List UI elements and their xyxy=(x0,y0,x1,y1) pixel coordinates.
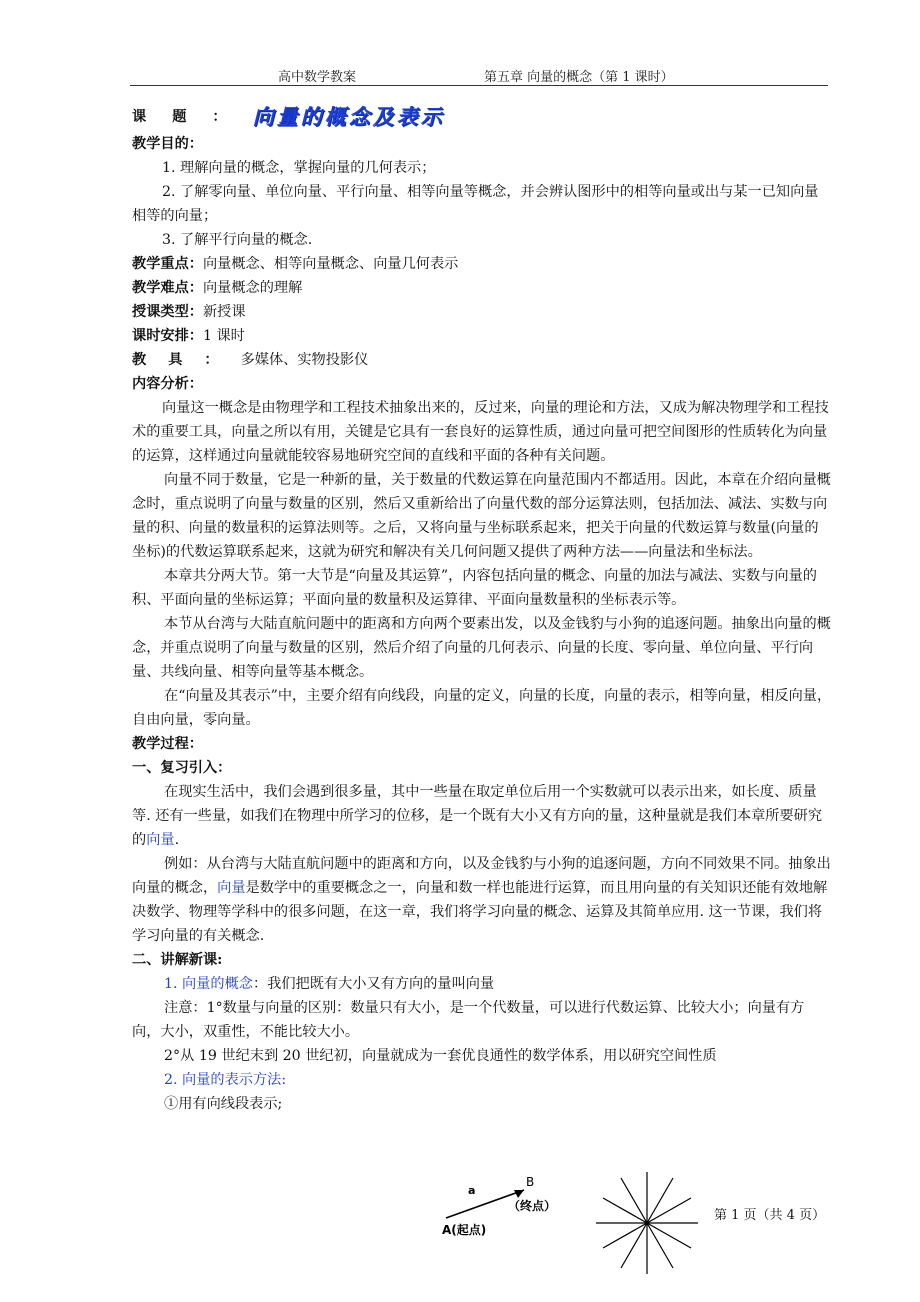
lesson-title: 向量的概念及表示 xyxy=(252,104,445,129)
start-point-label: A(起点) xyxy=(442,1223,487,1237)
analysis-paragraph: 向量这一概念是由物理学和工程技术抽象出来的，反过来，向量的理论和方法，又成为解决物理学和工程技术的重要工具，向量之所以有用，关键是它具有一套良好的运算性质，通过向量可把空间图形的性质转化为向量的运算，这样通过向量就能较容易地研究空间的直线和平面的各种有关问题。 xyxy=(132,400,829,464)
arrow-head-icon xyxy=(514,1190,524,1198)
page-header xyxy=(0,62,920,86)
meta-label: 教学难点： xyxy=(132,280,203,296)
objectives-heading: 教学目的： xyxy=(132,136,203,152)
directed-segment-figure xyxy=(440,1172,580,1242)
page-footer: 第 1 页（共 4 页） xyxy=(714,1208,826,1223)
note-2: 2°从 19 世纪末到 20 世纪初，向量就成为一套优良通性的数学体系，用以研究空间性质 xyxy=(164,1048,717,1064)
meta-label: 教具： xyxy=(132,352,241,368)
note-1: 注意：1°数量与向量的区别：数量只有大小，是一个代数量，可以进行代数运算、比较大小；向量有方向，大小，双重性，不能比较大小。 xyxy=(132,1000,805,1040)
meta-value: 向量概念的理解 xyxy=(202,280,303,296)
meta-row-focus xyxy=(132,252,832,276)
review-heading: 一、复习引入： xyxy=(132,760,232,776)
concept-text: ：我们把既有大小又有方向的量叫向量 xyxy=(252,976,495,992)
meta-row-type xyxy=(132,300,832,324)
meta-label: 教学重点： xyxy=(132,256,203,272)
representation-item: ①用有向线段表示; xyxy=(164,1096,283,1112)
end-point-label: （终点） xyxy=(508,1199,557,1213)
vector-link[interactable]: 向量 xyxy=(217,880,246,896)
point-label-b: B xyxy=(526,1175,535,1189)
review-text-end: . xyxy=(174,832,180,848)
meta-value: 多媒体、实物投影仪 xyxy=(240,352,369,368)
review-text: 例如：从台湾与大陆直航问题中的距离和方向，以及金钱豹与小狗的追逐问题，方向不同效果不同。抽象出向量的概念， xyxy=(132,856,831,896)
radial-vectors-figure xyxy=(592,1168,702,1278)
objective-item: 1. 理解向量的概念，掌握向量的几何表示； xyxy=(162,160,436,176)
radial-vectors-diagram xyxy=(592,1168,702,1278)
document-body xyxy=(132,100,832,1116)
meta-value: 1 课时 xyxy=(202,328,245,344)
meta-label: 课时安排： xyxy=(132,328,203,344)
meta-row-difficulty xyxy=(132,276,832,300)
vector-concept-link[interactable]: 1. 向量的概念 xyxy=(164,976,253,992)
objective-item: 2. 了解零向量、单位向量、平行向量、相等向量等概念，并会辨认图形中的相等向量或出与某一已知向量相等的向量； xyxy=(132,184,819,224)
directed-segment-diagram xyxy=(440,1172,580,1242)
analysis-paragraph: 本章共分两大节。第一大节是“向量及其运算”，内容包括向量的概念、向量的加法与减法、实数与向量的积、平面向量的坐标运算；平面向量的数量积及运算律、平面向量数量积的坐标表示等。 xyxy=(132,568,817,608)
meta-value: 新授课 xyxy=(202,304,246,320)
meta-row-tools xyxy=(132,348,832,372)
analysis-paragraph: 在“向量及其表示”中，主要介绍有向线段，向量的定义，向量的长度，向量的表示，相等向量，相反向量，自由向量，零向量。 xyxy=(132,688,832,728)
meta-row-schedule xyxy=(132,324,832,348)
vector-representation-link[interactable]: 2. 向量的表示方法: xyxy=(164,1072,287,1088)
vector-link[interactable]: 向量 xyxy=(146,832,175,848)
representation-line xyxy=(132,1068,832,1092)
vector-label-a: a xyxy=(468,1184,476,1197)
header-chapter: 第五章 向量的概念（第 1 课时） xyxy=(484,70,674,85)
analysis-paragraph: 本节从台湾与大陆直航问题中的距离和方向两个要素出发，以及金钱豹与小狗的追逐问题。抽象出向量的概念，并重点说明了向量与数量的区别，然后介绍了向量的几何表示、向量的长度、零向量、单位向量、平行向量、共线向量、相等向量等基本概念。 xyxy=(132,616,831,680)
header-rule xyxy=(130,85,828,86)
analysis-paragraph: 向量不同于数量，它是一种新的量，关于数量的代数运算在向量范围内不都适用。因此，本章在介绍向量概念时，重点说明了向量与数量的区别，然后又重新给出了向量代数的部分运算法则，包括加法、减法、实数与向量的积、向量的数量积的运算法则等。之后，又将向量与坐标联系起来，把关于向量的代数运算与数量(向量的坐标)的代数运算联系起来，这就为研究和解决有关几何问题又提供了两种方法——向量法和坐标法。 xyxy=(132,472,831,560)
lesson-title-row xyxy=(132,100,832,132)
new-lesson-heading: 二、讲解新课: xyxy=(132,952,223,968)
analysis-heading: 内容分析： xyxy=(132,376,203,392)
meta-label: 授课类型： xyxy=(132,304,203,320)
process-heading: 教学过程： xyxy=(132,736,203,752)
review-paragraph xyxy=(132,780,832,852)
header-subject: 高中数学教案 xyxy=(278,70,357,85)
review-paragraph xyxy=(132,852,832,948)
objective-item: 3. 了解平行向量的概念. xyxy=(162,232,313,248)
radial-rays xyxy=(596,1172,698,1274)
concept-line xyxy=(132,972,832,996)
review-text-end: 是数学中的重要概念之一，向量和数一样也能进行运算，而且用向量的有关知识还能有效地解决数学、物理等学科中的很多问题，在这一章，我们将学习向量的概念、运算及其简单应用. 这一节课，我们将学习向量的有关概念. xyxy=(132,880,828,944)
review-text: 在现实生活中，我们会遇到很多量，其中一些量在取定单位后用一个实数就可以表示出来，如长度、质量等. 还有一些量，如我们在物理中所学习的位移，是一个既有大小又有方向的量，这种量就是我们本章所要研究的 xyxy=(132,784,823,848)
title-label: 课题： xyxy=(132,109,253,125)
meta-value: 向量概念、相等向量概念、向量几何表示 xyxy=(202,256,459,272)
